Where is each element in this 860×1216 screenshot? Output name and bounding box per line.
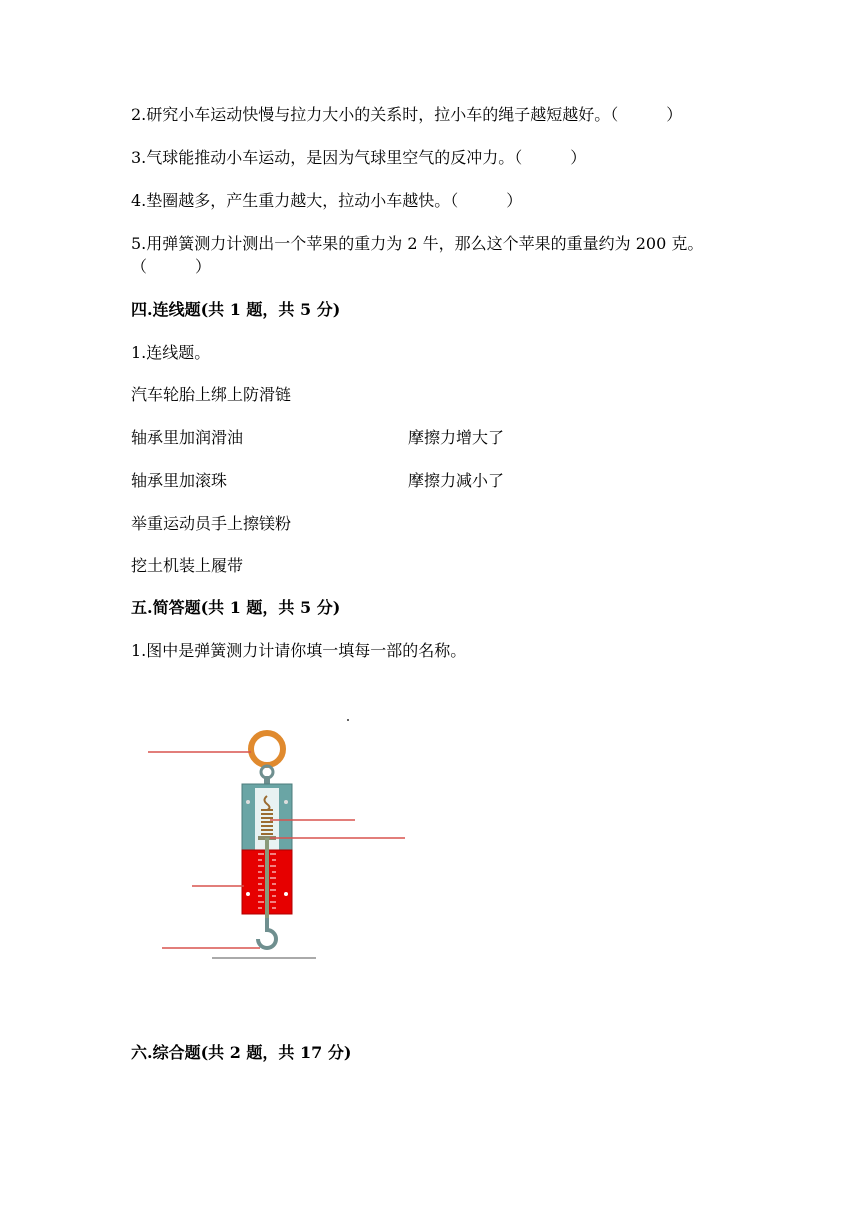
section-5-question-1: 1.图中是弹簧测力计请你填一填每一部的名称。: [131, 641, 467, 660]
scale-hook: [258, 918, 276, 948]
section-4-heading: 四.连线题(共 1 题，共 5 分): [131, 300, 341, 319]
screw-1: [246, 800, 250, 804]
stray-dot: [347, 719, 349, 721]
scale-connector-bar: [264, 776, 270, 784]
match-right-item-1: 摩擦力增大了: [408, 428, 505, 447]
match-left-item-3: 轴承里加滚珠: [131, 471, 228, 490]
section-4-question-1: 1.连线题。: [131, 343, 211, 362]
match-left-item-5: 挖土机装上履带: [131, 556, 244, 575]
question-4: 4.垫圈越多，产生重力越大，拉动小车越快。（ ）: [131, 191, 523, 210]
question-5-blank: （ ）: [131, 257, 212, 276]
question-5: 5.用弹簧测力计测出一个苹果的重力为 2 牛，那么这个苹果的重量约为 200 克。: [131, 234, 704, 253]
question-2: 2.研究小车运动快慢与拉力大小的关系时，拉小车的绳子越短越好。（ ）: [131, 105, 683, 124]
question-3: 3.气球能推动小车运动，是因为气球里空气的反冲力。（ ）: [131, 148, 587, 167]
section-5-heading: 五.简答题(共 1 题，共 5 分): [131, 598, 341, 617]
match-left-item-4: 举重运动员手上擦镁粉: [131, 514, 292, 533]
scale-rod: [265, 838, 269, 918]
scale-ring: [251, 733, 283, 765]
screw-3: [246, 892, 250, 896]
scale-spring: [261, 810, 273, 834]
screw-2: [284, 800, 288, 804]
spring-scale-diagram: [140, 712, 420, 972]
section-6-heading: 六.综合题(共 2 题，共 17 分): [131, 1043, 352, 1062]
spring-scale-figure: [140, 712, 420, 972]
match-right-item-2: 摩擦力减小了: [408, 471, 505, 490]
match-left-item-2: 轴承里加润滑油: [131, 428, 244, 447]
screw-4: [284, 892, 288, 896]
match-left-item-1: 汽车轮胎上绑上防滑链: [131, 385, 292, 404]
